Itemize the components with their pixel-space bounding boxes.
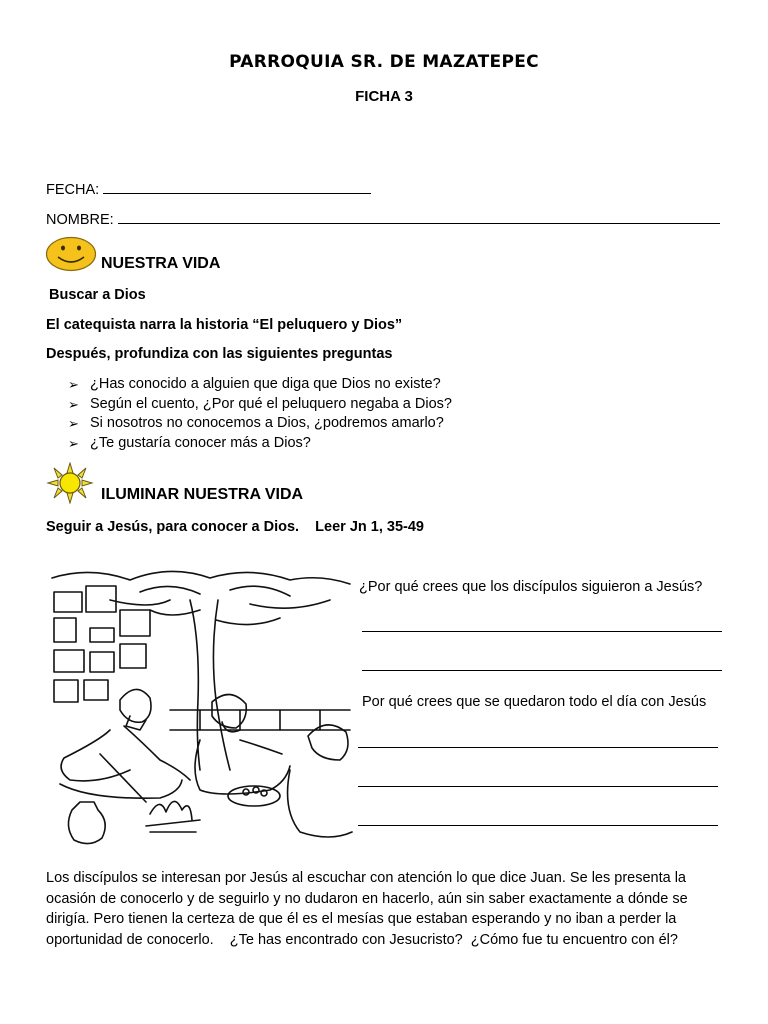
fecha-label: FECHA: [46, 182, 100, 198]
arrow-bullet-icon: ➢ [68, 396, 79, 412]
arrow-bullet-icon: ➢ [68, 435, 79, 451]
arrow-bullet-icon: ➢ [68, 416, 79, 431]
question-discipulos-siguieron: ¿Por qué crees que los discípulos siguieron a Jesús? [359, 579, 703, 595]
section1-line2: El catequista narra la historia “El peluquero y Dios” [46, 317, 403, 333]
nombre-row [46, 209, 720, 228]
section1-line1: Buscar a Dios [49, 287, 146, 303]
page-subtitle: FICHA 3 [355, 88, 413, 105]
nombre-field[interactable] [118, 209, 720, 224]
section2-line1: Seguir a Jesús, para conocer a Dios. Leer Jn 1, 35-49 [46, 519, 424, 535]
answer-line[interactable] [362, 670, 722, 671]
fecha-field[interactable] [103, 179, 371, 194]
answer-line[interactable] [358, 786, 718, 787]
section-heading-nuestra-vida: NUESTRA VIDA [101, 255, 221, 272]
page-title: PARROQUIA SR. DE MAZATEPEC [229, 52, 539, 72]
list-item: ➢ ¿Te gustaría conocer más a Dios? [68, 434, 452, 454]
question-list [68, 375, 452, 453]
list-item: ➢ ¿Has conocido a alguien que diga que Dios no existe? [68, 375, 452, 395]
list-item: ➢ Según el cuento, ¿Por qué el peluquero negaba a Dios? [68, 395, 452, 415]
sun-icon [46, 462, 94, 504]
closing-paragraph: Los discípulos se interesan por Jesús al escuchar con atención lo que dice Juan. Se les presenta la ocasión de conocerlo y de seguirlo y no dudaron en hacerlo, aún sin saber exactamente a dónde se dirigía. Pero tienen la certeza de que él es el mesías que estaban esperando y no iban a perder la oportunidad de conocerlo. ¿Te has encontrado con Jesucristo? ¿Cómo fue tu encuentro con él? [46, 870, 692, 948]
fecha-row [46, 179, 371, 198]
smiley-face-icon [45, 236, 97, 272]
list-item: ➢ Si nosotros no conocemos a Dios, ¿podremos amarlo? [68, 414, 452, 434]
nombre-label: NOMBRE: [46, 212, 114, 228]
section-heading-iluminar: ILUMINAR NUESTRA VIDA [101, 486, 304, 503]
answer-line[interactable] [362, 631, 722, 632]
section1-line3: Después, profundiza con las siguientes preguntas [46, 346, 393, 362]
answer-line[interactable] [358, 747, 718, 748]
arrow-bullet-icon: ➢ [68, 377, 79, 392]
question-quedaron-dia: Por qué crees que se quedaron todo el día con Jesús [362, 694, 707, 710]
disciples-illustration [50, 570, 353, 857]
answer-line[interactable] [358, 825, 718, 826]
